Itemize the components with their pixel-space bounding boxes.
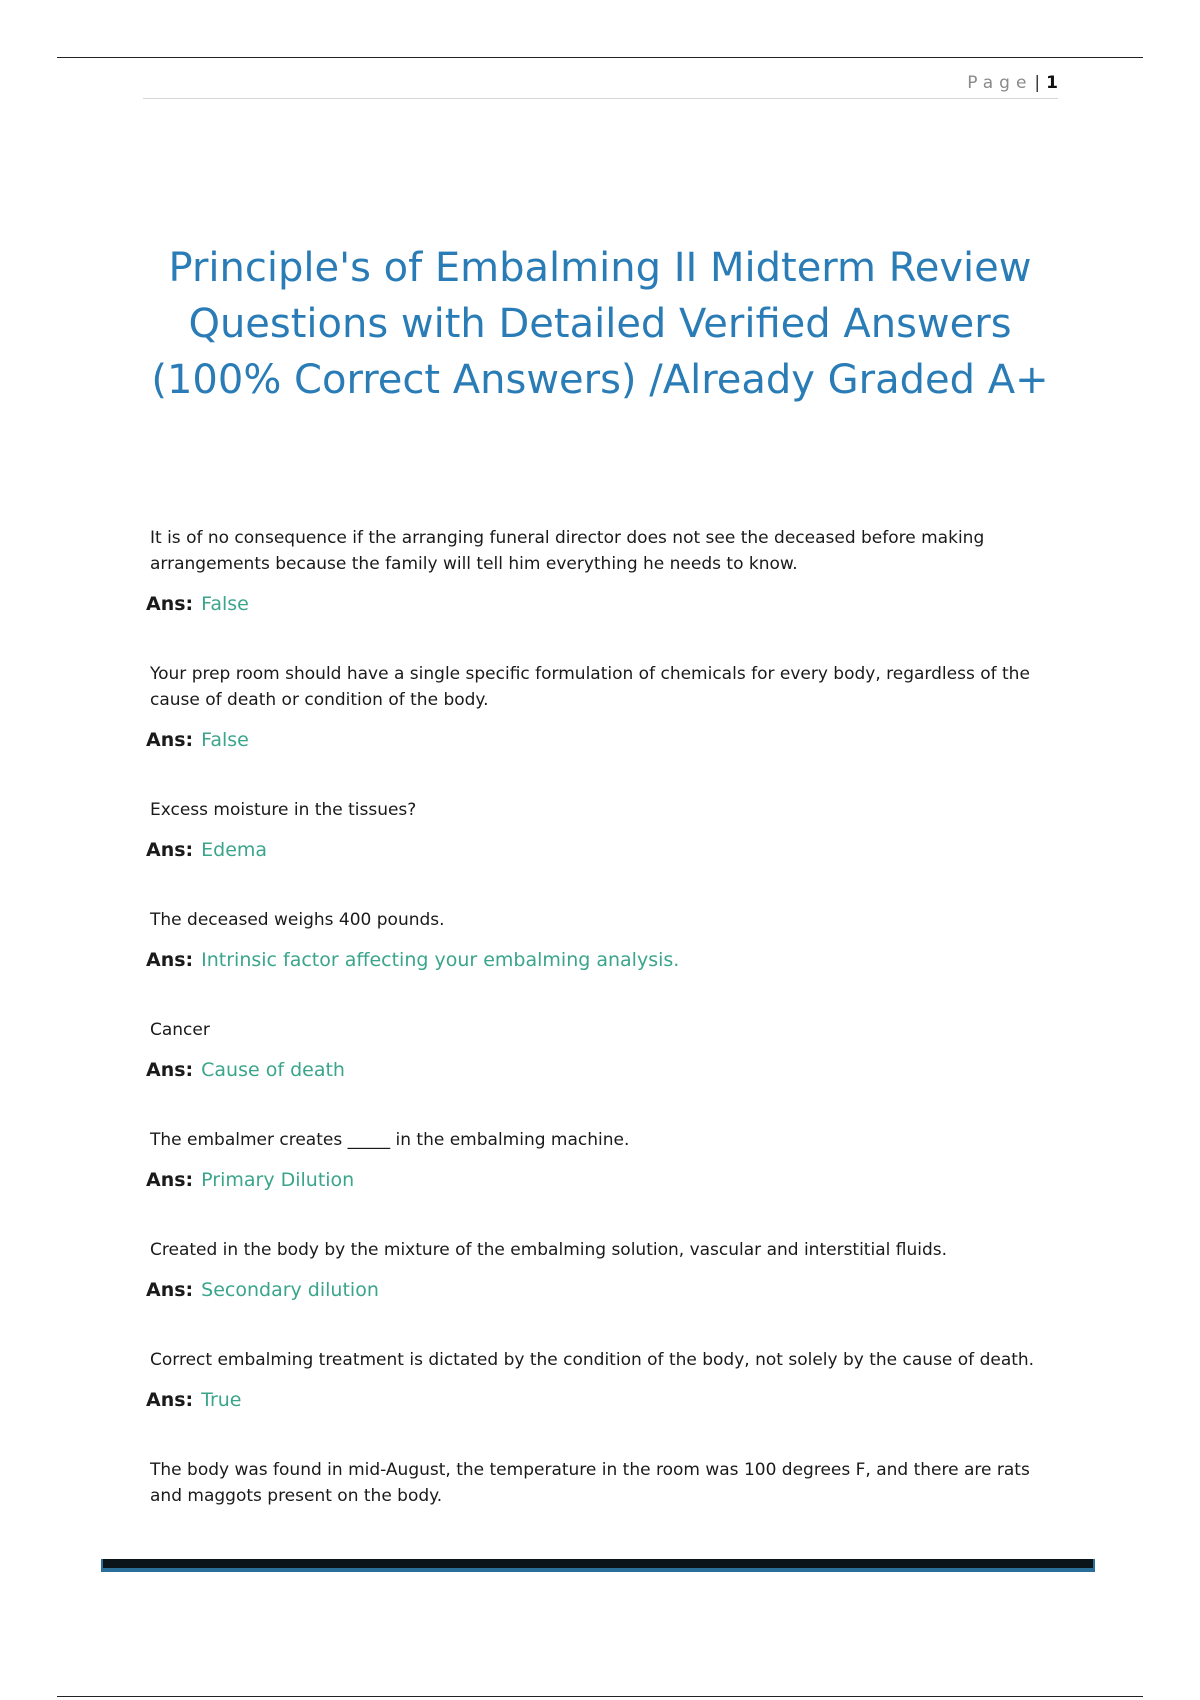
answer-text: False xyxy=(201,729,249,751)
answer-label: Ans: xyxy=(146,949,194,971)
qa-item xyxy=(146,1017,1046,1083)
answer-line xyxy=(146,1057,1046,1083)
answer-text: Intrinsic factor affecting your embalming analysis. xyxy=(201,949,680,971)
page-separator: | xyxy=(1034,73,1041,93)
answer-label: Ans: xyxy=(146,1059,194,1081)
question-text: Cancer xyxy=(150,1020,210,1040)
page-header xyxy=(143,68,1058,99)
answer-text: False xyxy=(201,593,249,615)
answer-line xyxy=(146,727,1046,753)
answer-line xyxy=(146,837,1046,863)
answer-text: Cause of death xyxy=(201,1059,345,1081)
qa-item xyxy=(146,661,1046,753)
qa-item xyxy=(146,525,1046,617)
answer-text: Edema xyxy=(201,839,268,861)
answer-line xyxy=(146,591,1046,617)
answer-line xyxy=(146,1387,1046,1413)
top-rule xyxy=(57,57,1143,58)
qa-item xyxy=(146,907,1046,973)
qa-item xyxy=(146,1127,1046,1193)
answer-label: Ans: xyxy=(146,593,194,615)
qa-item xyxy=(146,1347,1046,1413)
answer-label: Ans: xyxy=(146,1169,194,1191)
document-title: Principle's of Embalming II Midterm Review Questions with Detailed Verified Answers (100% Correct Answers) /Already Graded A+ xyxy=(151,245,1049,403)
question-text: It is of no consequence if the arranging funeral director does not see the deceased before making arrangements because the family will tell him everything he needs to know. xyxy=(150,528,985,574)
page-number: 1 xyxy=(1046,73,1058,93)
bottom-rule xyxy=(57,1696,1143,1697)
answer-label: Ans: xyxy=(146,1389,194,1411)
page-label: Page xyxy=(967,73,1033,93)
answer-text: Primary Dilution xyxy=(201,1169,355,1191)
question-text: Created in the body by the mixture of the embalming solution, vascular and interstitial fluids. xyxy=(150,1240,947,1260)
question-text: The deceased weighs 400 pounds. xyxy=(150,910,445,930)
qa-item xyxy=(146,797,1046,863)
question-text: The body was found in mid-August, the temperature in the room was 100 degrees F, and there are rats and maggots present on the body. xyxy=(150,1460,1030,1506)
answer-text: True xyxy=(201,1389,242,1411)
question-text: The embalmer creates _____ in the embalming machine. xyxy=(150,1130,630,1150)
qa-item xyxy=(146,1457,1046,1509)
question-text: Your prep room should have a single specific formulation of chemicals for every body, regardless of the cause of death or condition of the body. xyxy=(150,664,1030,710)
answer-text: Secondary dilution xyxy=(201,1279,379,1301)
question-text: Excess moisture in the tissues? xyxy=(150,800,417,820)
footer-bar xyxy=(101,1559,1095,1572)
question-text: Correct embalming treatment is dictated by the condition of the body, not solely by the cause of death. xyxy=(150,1350,1035,1370)
answer-line xyxy=(146,1277,1046,1303)
answer-line xyxy=(146,947,1046,973)
answer-label: Ans: xyxy=(146,839,194,861)
qa-list xyxy=(146,525,1046,1509)
qa-item xyxy=(146,1237,1046,1303)
answer-label: Ans: xyxy=(146,729,194,751)
answer-label: Ans: xyxy=(146,1279,194,1301)
answer-line xyxy=(146,1167,1046,1193)
